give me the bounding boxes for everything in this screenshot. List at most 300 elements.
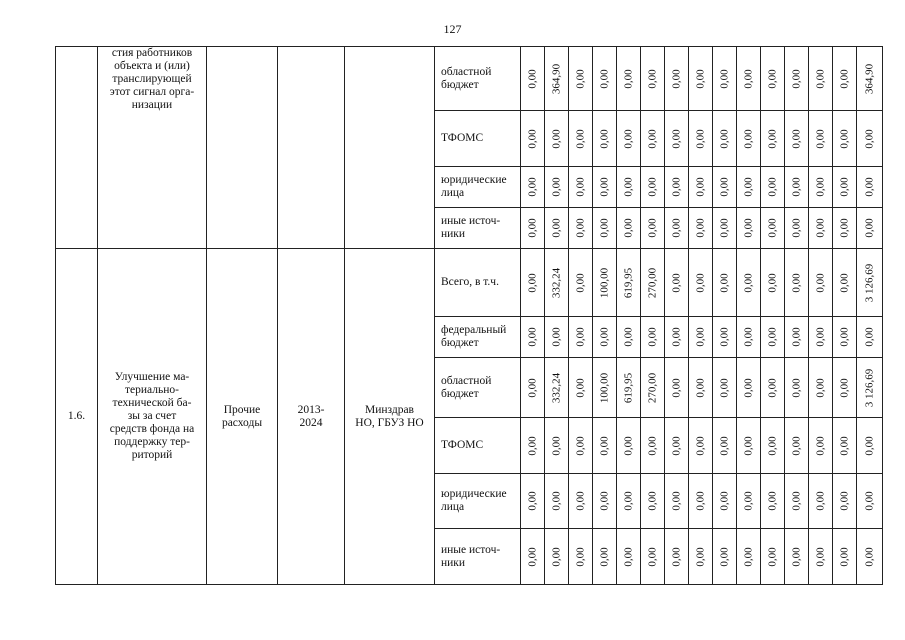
value-text: 0,00	[694, 327, 706, 347]
value-cell	[833, 317, 857, 358]
measure-name-line: зы за счет	[127, 410, 177, 422]
value-cell	[545, 47, 569, 111]
funding-source: ТФОМС	[435, 418, 521, 474]
value-text: 0,00	[550, 128, 562, 149]
value-cell	[521, 208, 545, 249]
value-text: 0,00	[526, 327, 538, 347]
value-text: 0,00	[670, 177, 682, 197]
value-text: 270,00	[646, 372, 658, 403]
item-number-line: 1.6.	[67, 410, 86, 422]
value-cell	[665, 111, 689, 167]
value-cell	[713, 474, 737, 529]
value-text: 0,00	[550, 546, 562, 567]
value-cell	[809, 111, 833, 167]
value-cell	[857, 111, 883, 167]
value-text: 0,00	[694, 218, 706, 238]
value-text: 0,00	[863, 327, 875, 347]
value-text: 0,00	[694, 435, 706, 456]
value-cell	[761, 47, 785, 111]
value-cell	[857, 208, 883, 249]
value-cell	[521, 47, 545, 111]
value-text: 0,00	[838, 435, 850, 456]
value-cell	[713, 47, 737, 111]
value-text: 0,00	[622, 327, 634, 347]
measure-name-line: объекта и (или)	[114, 60, 190, 72]
value-cell	[593, 167, 617, 208]
value-cell	[833, 47, 857, 111]
value-cell	[857, 529, 883, 585]
value-cell	[641, 317, 665, 358]
value-text: 0,00	[526, 377, 538, 398]
value-text: 100,00	[598, 372, 610, 403]
value-text: 0,00	[838, 128, 850, 149]
value-text: 0,00	[838, 68, 850, 89]
funding-source: областной бюджет	[435, 47, 521, 111]
period-line: 2013-	[297, 403, 325, 416]
value-text: 0,00	[742, 177, 754, 197]
value-cell	[521, 474, 545, 529]
value-text: 0,00	[718, 327, 730, 347]
value-cell	[545, 208, 569, 249]
value-cell	[665, 208, 689, 249]
value-text: 0,00	[766, 177, 778, 197]
value-text: 0,00	[718, 546, 730, 567]
value-text: 0,00	[863, 128, 875, 149]
value-cell	[665, 418, 689, 474]
value-text: 0,00	[790, 218, 802, 238]
value-text: 0,00	[526, 68, 538, 89]
value-text: 0,00	[526, 177, 538, 197]
measure-name	[98, 249, 207, 585]
value-cell	[545, 111, 569, 167]
value-text: 0,00	[574, 546, 586, 567]
value-text: 0,00	[863, 177, 875, 197]
value-cell	[665, 47, 689, 111]
value-cell	[809, 358, 833, 418]
value-text: 0,00	[622, 177, 634, 197]
measure-name	[98, 47, 207, 249]
value-text: 0,00	[646, 128, 658, 149]
value-text: 0,00	[790, 546, 802, 567]
value-text: 100,00	[598, 267, 610, 298]
value-cell	[785, 358, 809, 418]
value-cell	[785, 167, 809, 208]
value-cell	[785, 418, 809, 474]
value-cell	[593, 529, 617, 585]
value-text: 0,00	[622, 68, 634, 89]
value-text: 0,00	[742, 218, 754, 238]
value-cell	[737, 474, 761, 529]
value-cell	[833, 529, 857, 585]
value-text: 0,00	[790, 68, 802, 89]
value-text: 0,00	[574, 272, 586, 293]
value-text: 0,00	[766, 68, 778, 89]
value-cell	[833, 111, 857, 167]
value-cell	[545, 418, 569, 474]
funding-source: юридические лица	[435, 167, 521, 208]
measure-name-line: этот сигнал орга-	[109, 86, 195, 98]
value-text: 0,00	[814, 546, 826, 567]
value-text: 0,00	[550, 435, 562, 456]
measure-name-line: низации	[131, 99, 173, 111]
value-text: 0,00	[646, 546, 658, 567]
value-text: 0,00	[718, 272, 730, 293]
value-text: 0,00	[742, 377, 754, 398]
value-cell	[689, 167, 713, 208]
value-cell	[569, 249, 593, 317]
value-text: 619,95	[622, 372, 634, 403]
value-text: 0,00	[790, 491, 802, 511]
value-cell	[809, 167, 833, 208]
value-cell	[857, 47, 883, 111]
value-text: 0,00	[790, 177, 802, 197]
item-number	[56, 249, 98, 585]
value-text: 0,00	[694, 68, 706, 89]
value-text: 0,00	[622, 491, 634, 511]
funding-source: федеральный бюджет	[435, 317, 521, 358]
value-cell	[785, 47, 809, 111]
value-cell	[713, 167, 737, 208]
value-text: 0,00	[694, 377, 706, 398]
value-text: 0,00	[838, 272, 850, 293]
value-cell	[641, 529, 665, 585]
value-text: 0,00	[863, 491, 875, 511]
value-text: 0,00	[838, 377, 850, 398]
value-text: 0,00	[694, 177, 706, 197]
funding-source: юридические лица	[435, 474, 521, 529]
value-text: 0,00	[574, 218, 586, 238]
value-text: 0,00	[598, 327, 610, 347]
period	[278, 47, 345, 249]
value-text: 0,00	[766, 272, 778, 293]
value-text: 0,00	[670, 327, 682, 347]
value-cell	[689, 47, 713, 111]
value-cell	[641, 111, 665, 167]
value-cell	[521, 317, 545, 358]
value-text: 0,00	[646, 218, 658, 238]
value-cell	[521, 358, 545, 418]
value-text: 0,00	[814, 272, 826, 293]
value-text: 0,00	[526, 435, 538, 456]
value-cell	[809, 474, 833, 529]
measure-name-line: средств фонда на	[109, 423, 195, 435]
value-text: 364,90	[550, 63, 562, 94]
value-text: 0,00	[718, 218, 730, 238]
measure-name-line: териально-	[125, 384, 179, 396]
value-text: 0,00	[766, 435, 778, 456]
value-text: 0,00	[646, 68, 658, 89]
value-cell	[833, 418, 857, 474]
value-text: 0,00	[598, 68, 610, 89]
expense-type-line: Прочие	[223, 403, 261, 416]
value-text: 0,00	[550, 177, 562, 197]
value-text: 0,00	[718, 435, 730, 456]
value-cell	[809, 418, 833, 474]
value-text: 0,00	[574, 177, 586, 197]
value-cell	[785, 317, 809, 358]
value-cell	[593, 47, 617, 111]
value-text: 3 126,69	[863, 263, 875, 302]
value-text: 332,24	[550, 267, 562, 298]
value-text: 0,00	[526, 128, 538, 149]
executor	[345, 249, 435, 585]
value-cell	[713, 529, 737, 585]
page-number: 127	[443, 22, 462, 36]
value-text: 0,00	[766, 218, 778, 238]
measure-name-line: Улучшение ма-	[114, 371, 190, 383]
value-cell	[665, 474, 689, 529]
value-cell	[665, 529, 689, 585]
value-cell	[689, 474, 713, 529]
expense-type	[207, 47, 278, 249]
value-text: 0,00	[574, 327, 586, 347]
value-text: 0,00	[670, 435, 682, 456]
value-cell	[689, 111, 713, 167]
value-cell	[617, 474, 641, 529]
value-text: 619,95	[622, 267, 634, 298]
value-cell	[809, 249, 833, 317]
measure-name-line: транслирующей	[112, 73, 192, 85]
value-text: 0,00	[863, 435, 875, 456]
value-cell	[809, 529, 833, 585]
value-cell	[569, 47, 593, 111]
value-cell	[569, 317, 593, 358]
value-text: 0,00	[790, 272, 802, 293]
value-text: 0,00	[742, 435, 754, 456]
value-text: 0,00	[742, 68, 754, 89]
value-cell	[593, 474, 617, 529]
value-cell	[833, 249, 857, 317]
value-cell	[617, 208, 641, 249]
value-cell	[545, 317, 569, 358]
value-cell	[545, 249, 569, 317]
value-text: 0,00	[863, 218, 875, 238]
value-cell	[569, 418, 593, 474]
value-text: 0,00	[863, 546, 875, 567]
value-cell	[689, 418, 713, 474]
value-text: 0,00	[766, 377, 778, 398]
value-cell	[665, 167, 689, 208]
value-cell	[713, 111, 737, 167]
value-text: 0,00	[718, 128, 730, 149]
value-cell	[569, 529, 593, 585]
value-text: 0,00	[670, 128, 682, 149]
value-cell	[833, 167, 857, 208]
value-text: 0,00	[622, 435, 634, 456]
value-cell	[857, 474, 883, 529]
value-cell	[857, 317, 883, 358]
value-text: 0,00	[574, 491, 586, 511]
item-number	[56, 47, 98, 249]
value-cell	[641, 249, 665, 317]
value-text: 0,00	[646, 327, 658, 347]
value-cell	[641, 418, 665, 474]
value-cell	[617, 47, 641, 111]
value-cell	[545, 474, 569, 529]
executor-line: НО, ГБУЗ НО	[355, 416, 424, 429]
value-text: 0,00	[598, 435, 610, 456]
value-text: 0,00	[814, 128, 826, 149]
measure-name-line: технической ба-	[112, 397, 192, 409]
value-cell	[737, 167, 761, 208]
value-cell	[641, 208, 665, 249]
value-cell	[785, 474, 809, 529]
value-text: 0,00	[766, 546, 778, 567]
value-text: 0,00	[742, 272, 754, 293]
value-cell	[785, 249, 809, 317]
value-text: 0,00	[790, 435, 802, 456]
value-cell	[617, 529, 641, 585]
value-text: 0,00	[574, 377, 586, 398]
value-cell	[689, 249, 713, 317]
value-text: 0,00	[766, 327, 778, 347]
value-text: 0,00	[694, 128, 706, 149]
value-cell	[593, 249, 617, 317]
value-text: 0,00	[526, 272, 538, 293]
value-cell	[521, 529, 545, 585]
value-text: 0,00	[790, 327, 802, 347]
funding-source: иные источ-ники	[435, 529, 521, 585]
value-cell	[737, 418, 761, 474]
value-cell	[569, 167, 593, 208]
value-text: 0,00	[670, 272, 682, 293]
value-cell	[617, 167, 641, 208]
value-text: 0,00	[814, 68, 826, 89]
value-cell	[617, 358, 641, 418]
value-text: 0,00	[790, 377, 802, 398]
value-cell	[569, 111, 593, 167]
value-cell	[593, 111, 617, 167]
funding-source: ТФОМС	[435, 111, 521, 167]
value-cell	[833, 474, 857, 529]
value-cell	[689, 208, 713, 249]
value-cell	[809, 47, 833, 111]
measure-name-line: риторий	[131, 449, 173, 461]
table-row	[56, 47, 883, 111]
value-cell	[737, 208, 761, 249]
value-text: 0,00	[742, 546, 754, 567]
value-cell	[617, 111, 641, 167]
value-cell	[761, 111, 785, 167]
value-text: 0,00	[598, 128, 610, 149]
value-text: 0,00	[622, 218, 634, 238]
value-cell	[665, 358, 689, 418]
value-cell	[545, 529, 569, 585]
value-cell	[761, 208, 785, 249]
value-cell	[569, 474, 593, 529]
budget-table	[55, 46, 883, 585]
value-text: 0,00	[526, 218, 538, 238]
value-text: 0,00	[574, 128, 586, 149]
funding-source: иные источ-ники	[435, 208, 521, 249]
value-cell	[593, 358, 617, 418]
value-text: 0,00	[742, 128, 754, 149]
funding-source: Всего, в т.ч.	[435, 249, 521, 317]
period-line: 2024	[299, 416, 323, 429]
value-text: 0,00	[598, 177, 610, 197]
value-cell	[857, 249, 883, 317]
period	[278, 249, 345, 585]
value-text: 0,00	[670, 218, 682, 238]
measure-name-line: стия работников	[111, 47, 193, 59]
value-text: 0,00	[766, 491, 778, 511]
value-cell	[737, 47, 761, 111]
value-cell	[761, 167, 785, 208]
value-cell	[689, 358, 713, 418]
value-cell	[785, 111, 809, 167]
value-cell	[857, 167, 883, 208]
expense-type-line: расходы	[221, 416, 263, 429]
value-cell	[593, 317, 617, 358]
value-text: 332,24	[550, 372, 562, 403]
value-text: 0,00	[574, 435, 586, 456]
value-text: 0,00	[526, 546, 538, 567]
value-text: 0,00	[814, 177, 826, 197]
value-cell	[737, 358, 761, 418]
value-cell	[713, 358, 737, 418]
value-cell	[761, 358, 785, 418]
value-text: 0,00	[694, 546, 706, 567]
value-cell	[593, 208, 617, 249]
value-cell	[665, 249, 689, 317]
value-text: 0,00	[598, 546, 610, 567]
value-cell	[617, 418, 641, 474]
value-text: 0,00	[622, 128, 634, 149]
value-text: 0,00	[670, 377, 682, 398]
value-text: 0,00	[718, 377, 730, 398]
value-cell	[593, 418, 617, 474]
value-cell	[665, 317, 689, 358]
value-text: 0,00	[670, 68, 682, 89]
value-cell	[761, 418, 785, 474]
value-cell	[641, 167, 665, 208]
value-text: 0,00	[694, 491, 706, 511]
value-cell	[809, 317, 833, 358]
value-text: 270,00	[646, 267, 658, 298]
value-cell	[737, 111, 761, 167]
value-text: 0,00	[742, 491, 754, 511]
measure-name-line: поддержку тер-	[114, 436, 190, 448]
value-cell	[569, 208, 593, 249]
value-cell	[761, 529, 785, 585]
value-text: 0,00	[718, 491, 730, 511]
value-cell	[761, 249, 785, 317]
value-text: 0,00	[598, 218, 610, 238]
value-text: 0,00	[718, 177, 730, 197]
value-cell	[785, 208, 809, 249]
funding-source: областной бюджет	[435, 358, 521, 418]
value-text: 0,00	[670, 546, 682, 567]
value-cell	[857, 418, 883, 474]
value-cell	[641, 358, 665, 418]
value-cell	[617, 249, 641, 317]
value-cell	[713, 249, 737, 317]
value-cell	[545, 358, 569, 418]
value-text: 0,00	[622, 546, 634, 567]
value-cell	[857, 358, 883, 418]
value-cell	[761, 317, 785, 358]
value-cell	[617, 317, 641, 358]
value-text: 0,00	[550, 491, 562, 511]
value-text: 0,00	[574, 68, 586, 89]
value-cell	[713, 208, 737, 249]
value-text: 3 126,69	[863, 368, 875, 407]
value-cell	[809, 208, 833, 249]
value-text: 0,00	[814, 377, 826, 398]
value-text: 0,00	[838, 177, 850, 197]
value-cell	[785, 529, 809, 585]
value-cell	[737, 529, 761, 585]
